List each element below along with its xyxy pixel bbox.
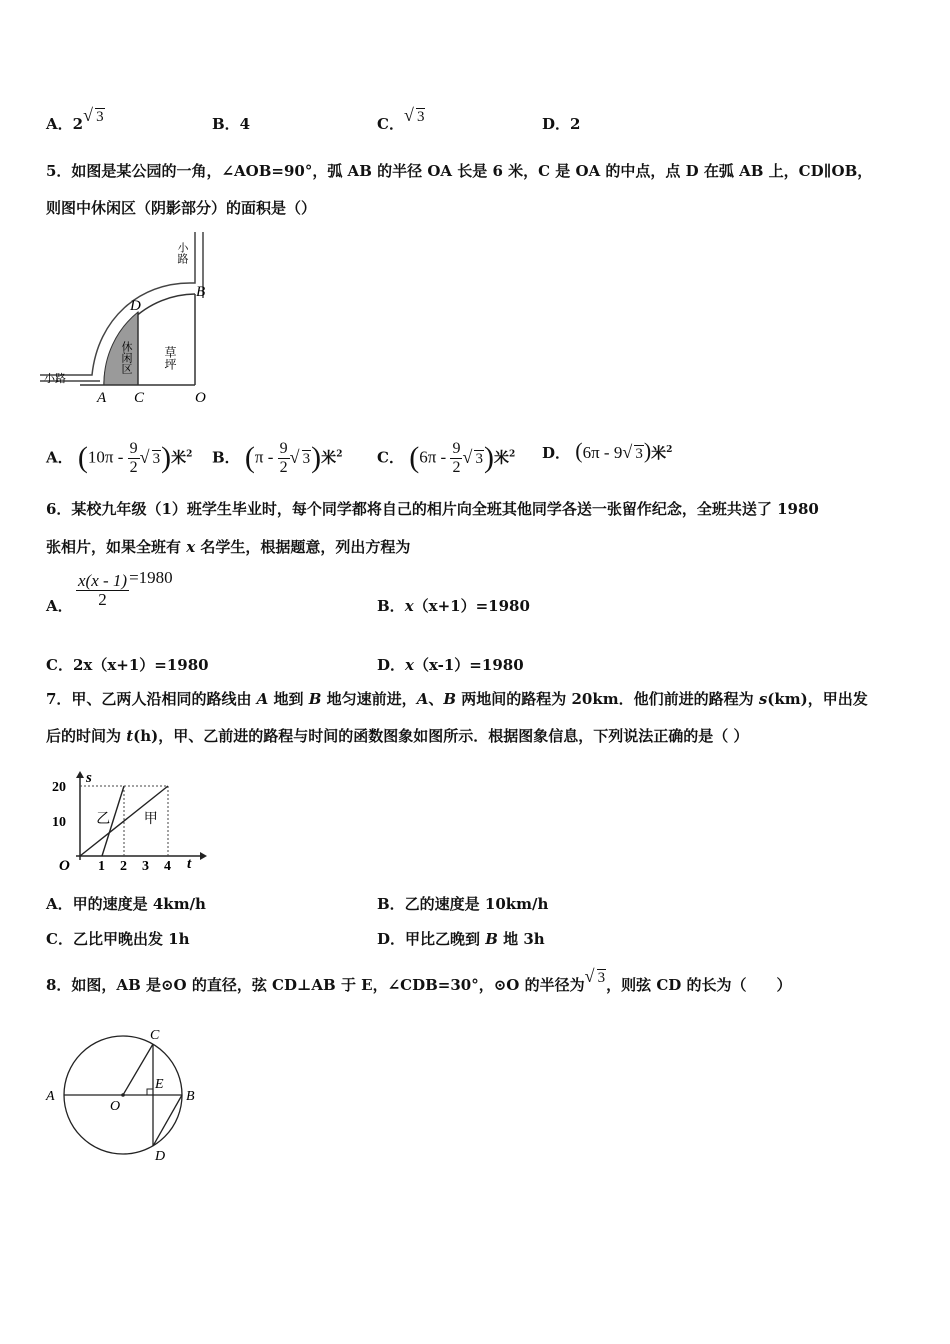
q5-road-top-label: 小路 xyxy=(176,242,188,264)
x-tick-2: 2 xyxy=(120,859,127,874)
q6-option-b: B．x（x+1）=1980 xyxy=(377,597,530,615)
q8-point-b: B xyxy=(186,1089,195,1104)
y-axis-label: s xyxy=(86,770,92,786)
q4-option-a: A．2 √ 3 xyxy=(46,105,104,133)
q5-option-a: A． (10π - $\frac{9}{2}$ √ 3)米$^2$ xyxy=(46,440,193,476)
q8-circle-figure xyxy=(40,1020,210,1165)
q5-park-figure xyxy=(40,228,220,408)
segment-db xyxy=(153,1095,182,1146)
center-point xyxy=(121,1093,125,1097)
series-label-yi: 乙 xyxy=(96,812,111,827)
q5-road-left-label: 小路 xyxy=(44,373,66,385)
x-tick-4: 4 xyxy=(164,859,171,874)
q5-stem-line2: 则图中休闲区（阴影部分）的面积是（） xyxy=(46,199,317,217)
q8-point-d: D xyxy=(155,1149,166,1164)
q8-stem: 8．如图，AB 是⊙O 的直径，弦 CD⊥AB 于 E，∠CDB=30°，⊙O 的半径为 √ 3，则弦 CD 的长为（ ） xyxy=(46,966,792,994)
q4-option-b: B．4 xyxy=(212,115,251,133)
q5-option-b: B． (π - $\frac{9}{2}$ √ 3)米$^2$ xyxy=(212,440,343,476)
q7-stem-line1: 7．甲、乙两人沿相同的路线由 A 地到 B 地匀速前进，A、B 两地间的路程为 20km．他们前进的路程为 s(km)，甲出发 xyxy=(46,690,868,708)
origin-label: O xyxy=(59,858,70,874)
q6-stem-line2: 张相片，如果全班有 x 名学生，根据题意，列出方程为 xyxy=(46,538,411,556)
q6-option-c: C．2x（x+1）=1980 xyxy=(46,656,209,674)
q7-option-d: D．甲比乙晚到 B 地 3h xyxy=(377,930,545,948)
q6-option-a-equation: $\frac{x(x - 1)}{2}$ =1980 xyxy=(78,568,173,609)
q8-point-c: C xyxy=(150,1028,160,1043)
q6-stem-line1: 6．某校九年级（1）班学生毕业时，每个同学都将自己的相片向全班其他同学各送一张留作纪念，全班共送了 1980 xyxy=(46,500,819,518)
q7-option-a: A．甲的速度是 4km/h xyxy=(46,895,206,913)
q8-point-a: A xyxy=(46,1089,55,1104)
q5-rest-label: 休闲区 xyxy=(120,341,132,374)
q5-point-o: O xyxy=(195,390,206,406)
q5-option-d: D． (6π - 9 √ 3)米$^2$ xyxy=(542,438,673,463)
q4-option-d: D．2 xyxy=(542,115,581,133)
radius-oc xyxy=(123,1044,153,1095)
q5-stem-line1: 5．如图是某公园的一角，∠AOB=90°，弧 AB 的半径 OA 长是 6 米，C 是 OA 的中点，点 D 在弧 AB 上，CD∥OB， xyxy=(46,162,873,180)
series-label-jia: 甲 xyxy=(143,812,158,827)
q7-option-c: C．乙比甲晚出发 1h xyxy=(46,930,190,948)
y-tick-10: 10 xyxy=(52,815,66,830)
x-axis-arrow-icon xyxy=(200,852,207,860)
q5-option-c: C． (6π - $\frac{9}{2}$ √ 3)米$^2$ xyxy=(377,440,516,476)
y-axis-arrow-icon xyxy=(76,771,84,778)
q7-option-b: B．乙的速度是 10km/h xyxy=(377,895,549,913)
x-axis-label: t xyxy=(187,856,192,872)
q6-option-d: D．x（x-1）=1980 xyxy=(377,656,524,674)
q5-point-d: D xyxy=(130,298,141,314)
q8-point-o: O xyxy=(110,1099,121,1114)
q5-point-a: A xyxy=(97,390,107,406)
x-tick-1: 1 xyxy=(98,859,105,874)
x-tick-3: 3 xyxy=(142,859,149,874)
q8-point-e: E xyxy=(155,1077,164,1092)
q7-stem-line2: 后的时间为 t(h)，甲、乙前进的路程与时间的函数图象如图所示．根据图象信息，下列说法正确的是（ ） xyxy=(46,727,749,745)
q6-option-a: A． xyxy=(46,597,73,615)
y-tick-20: 20 xyxy=(52,780,66,795)
q4-option-c: C． √ 3 xyxy=(377,105,425,133)
q5-lawn-label: 草坪 xyxy=(163,346,177,370)
right-angle-mark xyxy=(147,1089,153,1095)
q5-point-c: C xyxy=(134,390,145,406)
q5-point-b: B xyxy=(196,284,206,300)
q7-distance-time-chart xyxy=(50,768,210,878)
